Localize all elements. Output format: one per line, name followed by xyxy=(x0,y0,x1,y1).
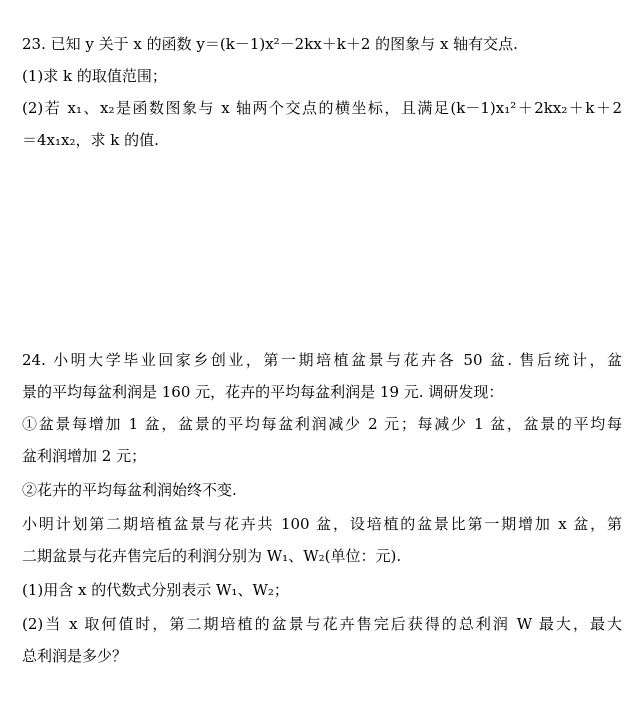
q24-condition1-line1: ①盆景每增加 1 盆，盆景的平均每盆利润减少 2 元；每减少 1 盆，盆景的平均每 xyxy=(22,415,622,433)
q24-condition1-line2: 盆利润增加 2 元； xyxy=(22,447,147,465)
q24-stem-line1: 24. 小明大学毕业回家乡创业，第一期培植盆景与花卉各 50 盆. 售后统计，盆 xyxy=(22,351,622,369)
q24-plan-line1: 小明计划第二期培植盆景与花卉共 100 盆，设培植的盆景比第一期增加 x 盆，第 xyxy=(22,515,622,533)
q24-stem-line2: 景的平均每盆利润是 160 元，花卉的平均每盆利润是 19 元. 调研发现： xyxy=(22,383,504,401)
q24-part1: (1)用含 x 的代数式分别表示 W₁、W₂； xyxy=(22,581,289,599)
q24-part2-line1: (2)当 x 取何值时，第二期培植的盆景与花卉售完后获得的总利润 W 最大，最大 xyxy=(22,615,622,633)
q23-part2-line2: ＝4x₁x₂，求 k 的值. xyxy=(22,131,159,149)
q23-part2-line1: (2)若 x₁、x₂是函数图象与 x 轴两个交点的横坐标，且满足(k－1)x₁²＋2kx₂＋k＋2 xyxy=(22,99,622,117)
q23-part1: (1)求 k 的取值范围； xyxy=(22,67,167,85)
q24-part2-line2: 总利润是多少？ xyxy=(22,647,128,665)
q24-condition2: ②花卉的平均每盆利润始终不变. xyxy=(22,481,237,499)
q23-stem: 23. 已知 y 关于 x 的函数 y＝(k－1)x²－2kx＋k＋2 的图象与 x 轴有交点. xyxy=(22,35,518,53)
q24-plan-line2: 二期盆景与花卉售完后的利润分别为 W₁、W₂(单位：元). xyxy=(22,547,402,565)
